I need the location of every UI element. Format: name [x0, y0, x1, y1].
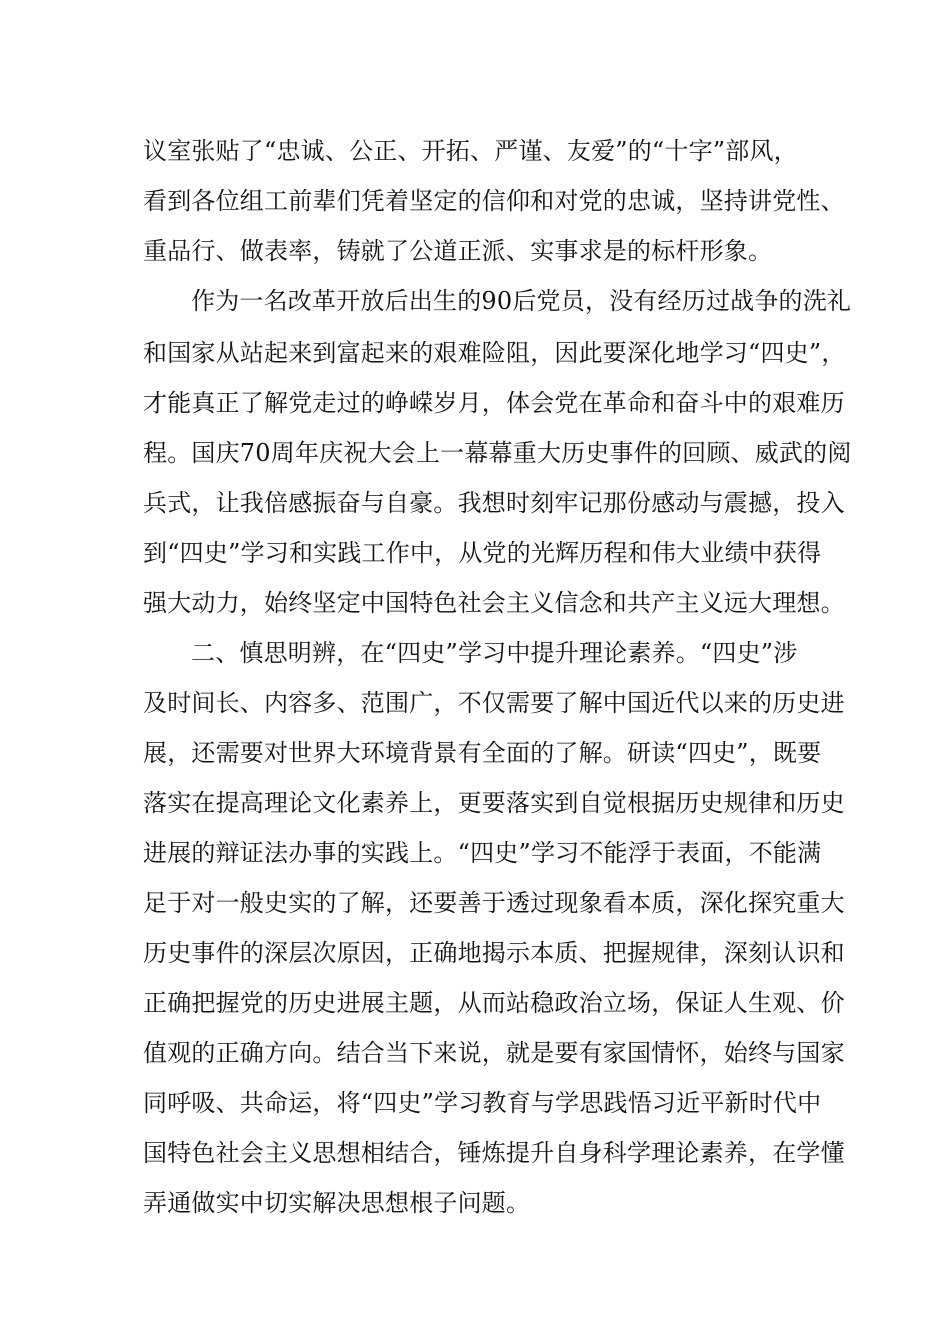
text-line: 国特色社会主义思想相结合，锤炼提升自身科学理论素养，在学懂 — [143, 1139, 845, 1167]
text-line: 才能真正了解党走过的峥嵘岁月，体会党在革命和奋斗中的艰难历 — [143, 389, 845, 417]
paragraph-first-line: 二、慎思明辨，在“四史”学习中提升理论素养。“四史”涉 — [191, 639, 798, 667]
text-line: 值观的正确方向。结合当下来说，就是要有家国情怀，始终与国家 — [143, 1039, 845, 1067]
text-line: 历史事件的深层次原因，正确地揭示本质、把握规律，深刻认识和 — [143, 939, 845, 967]
text-line: 落实在提高理论文化素养上，更要落实到自觉根据历史规律和历史 — [143, 789, 845, 817]
text-line: 足于对一般史实的了解，还要善于透过现象看本质，深化探究重大 — [143, 889, 845, 917]
text-line: 到“四史”学习和实践工作中，从党的光辉历程和伟大业绩中获得 — [143, 539, 822, 567]
text-line: 程。国庆70周年庆祝大会上一幕幕重大历史事件的回顾、威武的阅 — [143, 439, 852, 467]
text-line: 正确把握党的历史进展主题，从而站稳政治立场，保证人生观、价 — [143, 989, 845, 1017]
text-line: 重品行、做表率，铸就了公道正派、实事求是的标杆形象。 — [143, 237, 773, 265]
text-line: 进展的辩证法办事的实践上。“四史”学习不能浮于表面，不能满 — [143, 839, 822, 867]
text-line: 展，还需要对世界大环境背景有全面的了解。研读“四史”，既要 — [143, 739, 822, 767]
text-line: 及时间长、内容多、范围广，不仅需要了解中国近代以来的历史进 — [143, 689, 845, 717]
text-line: 和国家从站起来到富起来的艰难险阻，因此要深化地学习“四史”， — [143, 339, 846, 367]
text-line: 看到各位组工前辈们凭着坚定的信仰和对党的忠诚，坚持讲党性、 — [143, 187, 845, 215]
text-line: 议室张贴了“忠诚、公正、开拓、严谨、友爱”的“十字”部风， — [143, 137, 798, 165]
text-line: 兵式，让我倍感振奋与自豪。我想时刻牢记那份感动与震撼，投入 — [143, 489, 845, 517]
text-line: 弄通做实中切实解决思想根子问题。 — [143, 1189, 531, 1217]
text-line: 同呼吸、共命运，将“四史”学习教育与学思践悟习近平新时代中 — [143, 1089, 822, 1117]
paragraph-first-line: 作为一名改革开放后出生的90后党员，没有经历过战争的洗礼 — [191, 287, 852, 315]
text-line: 强大动力，始终坚定中国特色社会主义信念和共产主义远大理想。 — [143, 589, 845, 617]
